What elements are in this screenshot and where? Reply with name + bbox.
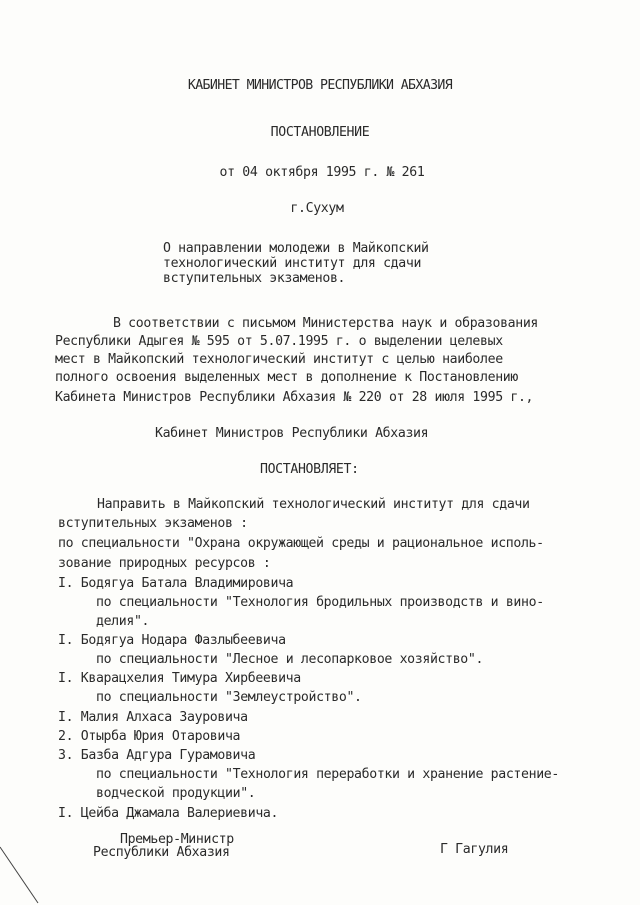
preamble-line: мест в Майкопский технологический институт с целью наиболее xyxy=(55,352,503,367)
signature-title: Республики Абхазия xyxy=(93,845,230,860)
org-heading: КАБИНЕТ МИНИСТРОВ РЕСПУБЛИКИ АБХАЗИЯ xyxy=(187,78,453,93)
preamble-line: полного освоения выделенных мест в дополнение к Постановлению xyxy=(55,370,518,385)
subject-line: вступительных экзаменов. xyxy=(163,271,346,286)
list-item-detail: по специальности "Технология переработки и хранение растение- xyxy=(96,767,559,782)
preamble-line: Республики Адыгея № 595 от 5.07.1995 г. о выделении целевых xyxy=(55,334,503,349)
authority-line: Кабинет Министров Республики Абхазия xyxy=(155,426,429,441)
list-item-detail: делия". xyxy=(96,614,150,629)
preamble-line: Кабинета Министров Республики Абхазия № 220 от 28 июля 1995 г., xyxy=(55,390,534,405)
doc-type-heading: ПОСТАНОВЛЕНИЕ xyxy=(270,125,370,140)
list-item-detail: по специальности "Технология бродильных производств и вино- xyxy=(96,595,544,610)
directive-line: зование природных ресурсов : xyxy=(58,556,271,571)
list-item: 2. Отырба Юрия Отаровича xyxy=(58,729,241,744)
list-item: I. Кварацхелия Тимура Хирбеевича xyxy=(58,671,301,686)
list-item: I. Бодягуа Батала Владимировича xyxy=(58,576,294,591)
signature-title: Премьер-Министр xyxy=(120,832,234,847)
list-item-detail: по специальности "Лесное и лесопарковое хозяйство". xyxy=(96,652,484,667)
directive-line: вступительных экзаменов : xyxy=(58,516,248,531)
directive-line: Направить в Майкопский технологический институт для сдачи xyxy=(97,497,530,512)
city: г.Сухум xyxy=(290,201,344,216)
list-item: I. Бодягуа Нодара Фазлыбеевича xyxy=(58,633,286,648)
preamble-line: В соответствии с письмом Министерства наук и образования xyxy=(113,316,539,331)
subject-line: технологический институт для сдачи xyxy=(163,256,422,271)
subject-line: О направлении молодежи в Майкопский xyxy=(163,241,429,256)
decree-heading: ПОСТАНОВЛЯЕТ: xyxy=(260,462,359,477)
list-item: 3. Базба Адгура Гурамовича xyxy=(58,748,256,763)
list-item-detail: по специальности "Землеустройство". xyxy=(96,690,362,705)
list-item: I. Цейба Джамала Валериевича. xyxy=(58,806,279,821)
list-item-detail: водческой продукции". xyxy=(96,786,256,801)
scan-artifact-line xyxy=(0,845,40,905)
directive-line: по специальности "Охрана окружающей среды и рациональное исполь- xyxy=(58,536,544,551)
date-number: от 04 октября 1995 г. № 261 xyxy=(219,165,425,180)
list-item: I. Малия Алхаса Зауровича xyxy=(58,710,248,725)
signature-name: Г Гагулия xyxy=(440,842,509,857)
